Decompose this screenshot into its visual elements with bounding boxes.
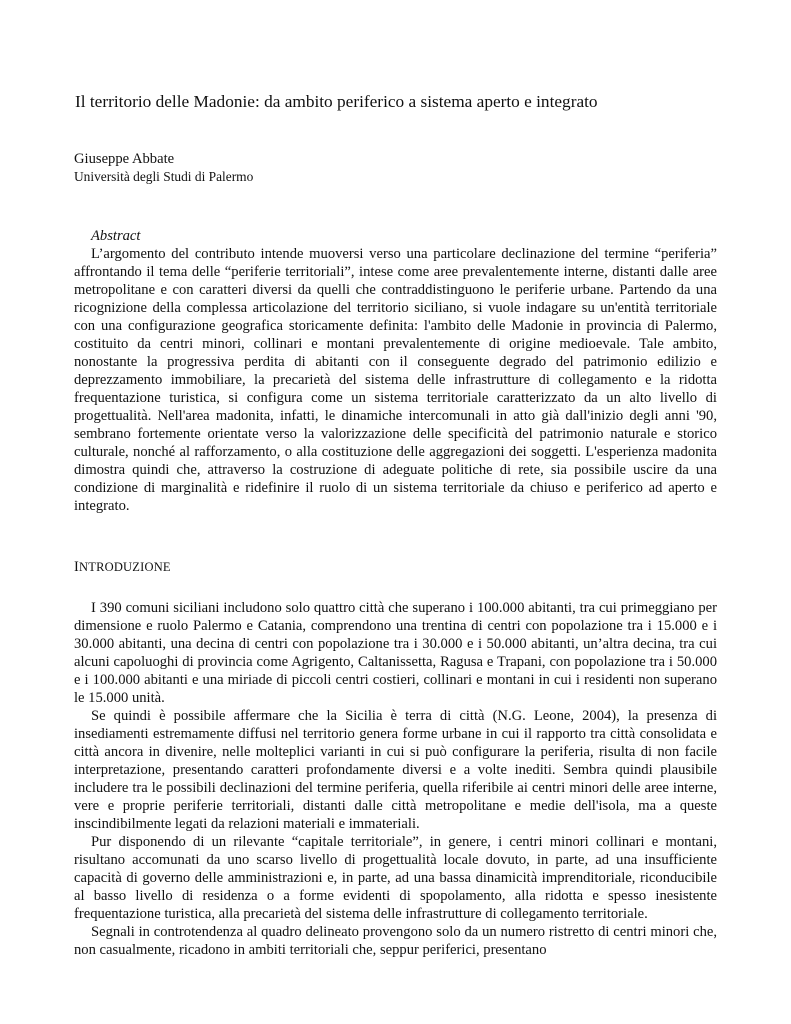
abstract-heading: Abstract (91, 228, 141, 244)
author-name: Giuseppe Abbate (74, 151, 175, 167)
author-affiliation: Università degli Studi di Palermo (74, 169, 254, 184)
section-heading-initial: I (74, 559, 79, 575)
section-heading-rest: NTRODUZIONE (79, 560, 171, 574)
body-paragraph: I 390 comuni siciliani includono solo quattro città che superano i 100.000 abitanti, tra cui primeggiano per dimensione e ruolo Palermo e Catania, comprendono una trentina di centri con popolazione tra i 15.000 e i 30.000 abitanti, una decina di centri con popolazione tra i 30.000 e i 50.000 abitanti, un’altra decina, tra cui alcuni capoluoghi di provincia come Agrigento, Caltanissetta, Ragusa e Trapani, con popolazione tra i 50.000 e i 100.000 abitanti e una miriade di piccoli centri costieri, collinari e montani in cui i residenti non superano le 15.000 unità. (74, 600, 717, 706)
body-paragraph: Pur disponendo di un rilevante “capitale territoriale”, in genere, i centri minori collinari e montani, risultano accomunati da uno scarso livello di progettualità locale dovuto, in parte, ad una insufficiente capacità di governo delle amministrazioni e, in parte, ad una bassa dinamicità imprenditoriale, riconducibile al basso livello di residenza o a forme evidenti di spopolamento, alla ridotta e spesso inesistente frequentazione turistica, alla precarietà del sistema delle infrastrutture di collegamento territoriale. (74, 834, 717, 922)
body-paragraph: Se quindi è possibile affermare che la Sicilia è terra di città (N.G. Leone, 2004), la presenza di insediamenti estremamente diffusi nel territorio genera forme urbane in cui il rapporto tra città consolidata e città ancora in divenire, nelle molteplici varianti in cui si può configurare la periferia, risulta di non facile interpretazione, presentando caratteri profondamente diversi e a volte inediti. Sembra quindi plausibile includere tra le possibili declinazioni del termine periferia, quella riferibile ai centri minori delle aree interne, vere e proprie periferie territoriali, distanti dalle città metropolitane e medie dell'isola, ma a queste inscindibilmente legati da relazioni materiali e immateriali. (74, 708, 717, 832)
abstract-text: L’argomento del contributo intende muoversi verso una particolare declinazione del termine “periferia” affrontando il tema delle “periferie territoriali”, intese come aree prevalentemente interne, distanti dalle aree metropolitane e con caratteri diversi da quelli che contraddistinguono le periferie urbane. Partendo da una ricognizione della complessa articolazione del territorio siciliano, si vuole indagare su un'entità territoriale con una configurazione geografica storicamente definita: l'ambito delle Madonie in provincia di Palermo, costituito da centri minori, collinari e montani prevalentemente di origine medioevale. Tale ambito, nonostante la progressiva perdita di abitanti con il conseguente degrado del patrimonio edilizio e deprezzamento immobiliare, la precarietà del sistema delle infrastrutture di collegamento e la ridotta frequentazione turistica, si configura come un sistema territoriale caratterizzato da un alto livello di progettualità. Nell'area madonita, infatti, le dinamiche intercomunali in atto già dall'inizio degli anni '90, sembrano fortemente orientate verso la valorizzazione delle specificità del patrimonio naturale e storico culturale, nonché al rafforzamento, o alla costituzione delle aggregazioni dei soggetti. L'esperienza madonita dimostra quindi che, attraverso la costruzione di adeguate politiche di rete, sia possibile uscire da una condizione di marginalità e ridefinire il ruolo di un sistema territoriale da chiuso e periferico ad aperto e integrato. (74, 246, 717, 514)
section-heading (74, 559, 717, 576)
paper-title: Il territorio delle Madonie: da ambito periferico a sistema aperto e integrato (75, 92, 598, 111)
body-paragraph: Segnali in controtendenza al quadro delineato provengono solo da un numero ristretto di centri minori che, non casualmente, ricadono in ambiti territoriali che, seppur periferici, presentano (74, 924, 717, 958)
